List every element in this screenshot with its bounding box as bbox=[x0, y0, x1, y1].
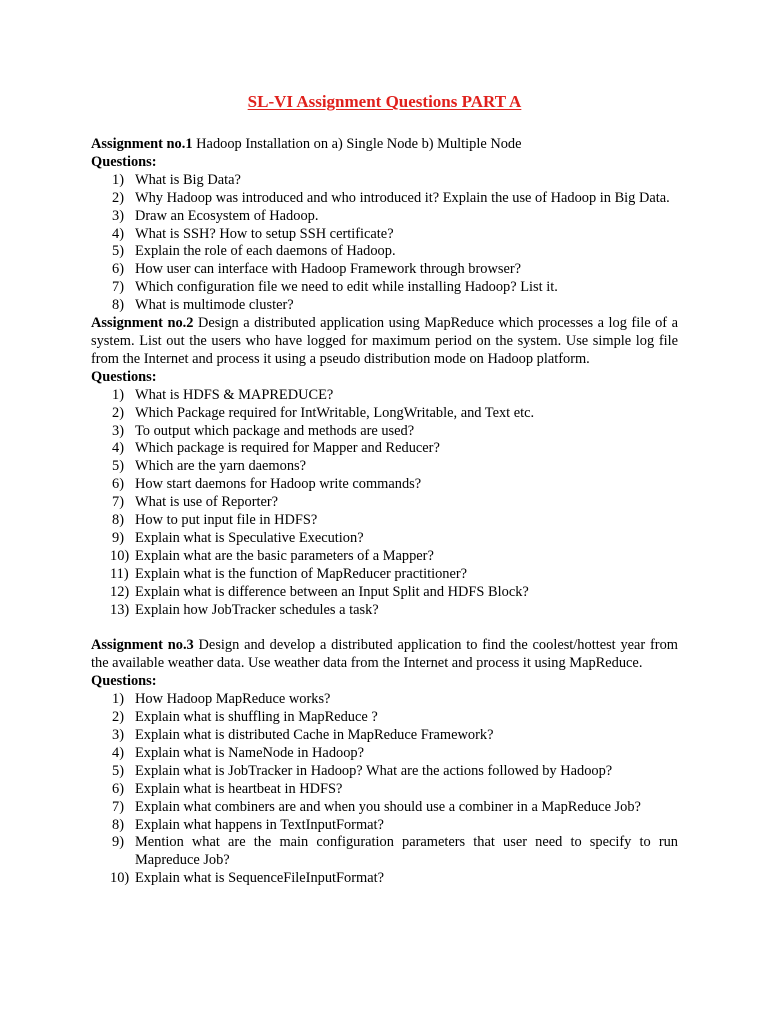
question-text: Explain what is the function of MapReducer practitioner? bbox=[135, 565, 468, 582]
questions-heading: Questions: bbox=[91, 368, 157, 385]
question-number: 6) bbox=[112, 780, 124, 797]
question-item bbox=[91, 870, 678, 888]
question-text: What is use of Reporter? bbox=[135, 494, 279, 511]
question-number: 4) bbox=[112, 744, 124, 761]
question-item bbox=[91, 602, 678, 620]
question-number: 6) bbox=[112, 476, 124, 493]
question-item bbox=[91, 405, 678, 423]
question-text: Explain how JobTracker schedules a task? bbox=[135, 601, 379, 618]
assignment-3-question-list bbox=[91, 691, 678, 888]
question-item bbox=[91, 279, 678, 297]
question-number: 4) bbox=[112, 440, 124, 457]
question-item bbox=[91, 584, 678, 602]
assignment-label: Assignment no.3 bbox=[91, 637, 194, 654]
question-number: 5) bbox=[112, 458, 124, 475]
question-text: How Hadoop MapReduce works? bbox=[135, 691, 331, 708]
question-item bbox=[91, 172, 678, 190]
question-text: What is Big Data? bbox=[135, 171, 241, 188]
question-number: 1) bbox=[112, 691, 124, 708]
question-text: What is SSH? How to setup SSH certificate? bbox=[135, 225, 394, 242]
question-text: How user can interface with Hadoop Framework through browser? bbox=[135, 261, 522, 278]
question-item bbox=[91, 458, 678, 476]
question-text: Explain what is shuffling in MapReduce ? bbox=[135, 709, 378, 726]
question-item bbox=[91, 208, 678, 226]
assignments-content bbox=[91, 136, 678, 888]
section-spacer bbox=[91, 619, 678, 637]
question-text: Explain what are the basic parameters of a Mapper? bbox=[135, 547, 434, 564]
question-number: 13) bbox=[110, 601, 130, 618]
question-text: Which are the yarn daemons? bbox=[135, 458, 307, 475]
question-number: 10) bbox=[110, 547, 130, 564]
question-text: What is HDFS & MAPREDUCE? bbox=[135, 386, 334, 403]
question-number: 7) bbox=[112, 494, 124, 511]
assignment-label: Assignment no.1 bbox=[91, 136, 193, 152]
question-number: 8) bbox=[112, 297, 124, 314]
assignment-description: Hadoop Installation on a) Single Node b) Multiple Node bbox=[192, 136, 522, 152]
question-item bbox=[91, 834, 678, 870]
assignment-2-question-list bbox=[91, 387, 678, 620]
question-text: Draw an Ecosystem of Hadoop. bbox=[135, 207, 319, 224]
question-number: 8) bbox=[112, 512, 124, 529]
question-number: 10) bbox=[110, 870, 130, 887]
question-number: 3) bbox=[112, 422, 124, 439]
question-number: 9) bbox=[112, 529, 124, 546]
page-title: SL-VI Assignment Questions PART A bbox=[247, 92, 522, 111]
question-number: 7) bbox=[112, 279, 124, 296]
assignment-1-intro bbox=[91, 136, 678, 154]
question-text: Which package is required for Mapper and Reducer? bbox=[135, 440, 440, 457]
question-item bbox=[91, 763, 678, 781]
question-number: 1) bbox=[112, 386, 124, 403]
question-item bbox=[91, 727, 678, 745]
question-text: Explain what happens in TextInputFormat? bbox=[135, 816, 384, 833]
question-text: Explain what is distributed Cache in MapReduce Framework? bbox=[135, 727, 494, 743]
questions-heading: Questions: bbox=[91, 153, 157, 170]
assignment-3-intro bbox=[91, 637, 678, 673]
question-item bbox=[91, 190, 678, 208]
question-text: Explain the role of each daemons of Hadoop. bbox=[135, 243, 396, 260]
question-item bbox=[91, 387, 678, 405]
assignment-1-question-list bbox=[91, 172, 678, 315]
question-text: To output which package and methods are used? bbox=[135, 422, 415, 439]
question-item bbox=[91, 261, 678, 279]
question-item bbox=[91, 709, 678, 727]
question-item bbox=[91, 440, 678, 458]
question-text: Mention what are the main configuration parameters that user need to specify to run Mapreduce Job? bbox=[135, 834, 678, 869]
question-text: Explain what is SequenceFileInputFormat? bbox=[135, 870, 384, 887]
question-item bbox=[91, 566, 678, 584]
question-item bbox=[91, 799, 678, 817]
question-item bbox=[91, 530, 678, 548]
question-text: Which configuration file we need to edit while installing Hadoop? List it. bbox=[135, 279, 558, 296]
question-text: How start daemons for Hadoop write commands? bbox=[135, 476, 422, 493]
questions-heading: Questions: bbox=[91, 673, 157, 690]
question-item bbox=[91, 817, 678, 835]
question-number: 9) bbox=[112, 834, 124, 851]
assignment-description: Design and develop a distributed application to find the coolest/hottest year from the available weather data. Use weather data from the Internet and process it using MapReduce. bbox=[91, 637, 678, 672]
question-text: Explain what combiners are and when you should use a combiner in a MapReduce Job? bbox=[135, 798, 641, 815]
question-item bbox=[91, 512, 678, 530]
question-text: What is multimode cluster? bbox=[135, 297, 294, 314]
question-text: Explain what is Speculative Execution? bbox=[135, 529, 364, 546]
question-item bbox=[91, 476, 678, 494]
question-item bbox=[91, 243, 678, 261]
assignment-2-intro bbox=[91, 315, 678, 369]
question-number: 1) bbox=[112, 171, 124, 188]
question-item bbox=[91, 691, 678, 709]
question-text: Why Hadoop was introduced and who introduced it? Explain the use of Hadoop in Big Data. bbox=[135, 189, 670, 206]
question-number: 7) bbox=[112, 798, 124, 815]
assignment-label: Assignment no.2 bbox=[91, 315, 194, 332]
question-text: Explain what is difference between an Input Split and HDFS Block? bbox=[135, 583, 529, 600]
question-item bbox=[91, 745, 678, 763]
assignment-description: Design a distributed application using MapReduce which processes a log file of a system. List out the users who have logged for maximum period on the system. Use simple log file from the Internet and process it using a pseudo distribution mode on Hadoop platform. bbox=[91, 315, 678, 367]
question-text: Which Package required for IntWritable, LongWritable, and Text etc. bbox=[135, 404, 535, 421]
question-item bbox=[91, 548, 678, 566]
question-number: 8) bbox=[112, 816, 124, 833]
question-item bbox=[91, 781, 678, 799]
question-item bbox=[91, 423, 678, 441]
question-text: Explain what is NameNode in Hadoop? bbox=[135, 744, 364, 761]
question-number: 3) bbox=[112, 727, 124, 743]
question-number: 5) bbox=[112, 762, 124, 779]
question-number: 11) bbox=[110, 565, 129, 582]
question-item bbox=[91, 297, 678, 315]
question-number: 6) bbox=[112, 261, 124, 278]
question-number: 2) bbox=[112, 404, 124, 421]
question-number: 2) bbox=[112, 189, 124, 206]
question-item bbox=[91, 494, 678, 512]
question-item bbox=[91, 226, 678, 244]
question-text: Explain what is heartbeat in HDFS? bbox=[135, 780, 343, 797]
question-text: Explain what is JobTracker in Hadoop? What are the actions followed by Hadoop? bbox=[135, 762, 613, 779]
question-number: 3) bbox=[112, 207, 124, 224]
question-number: 4) bbox=[112, 225, 124, 242]
question-number: 2) bbox=[112, 709, 124, 726]
question-number: 5) bbox=[112, 243, 124, 260]
question-number: 12) bbox=[110, 583, 130, 600]
question-text: How to put input file in HDFS? bbox=[135, 512, 318, 529]
